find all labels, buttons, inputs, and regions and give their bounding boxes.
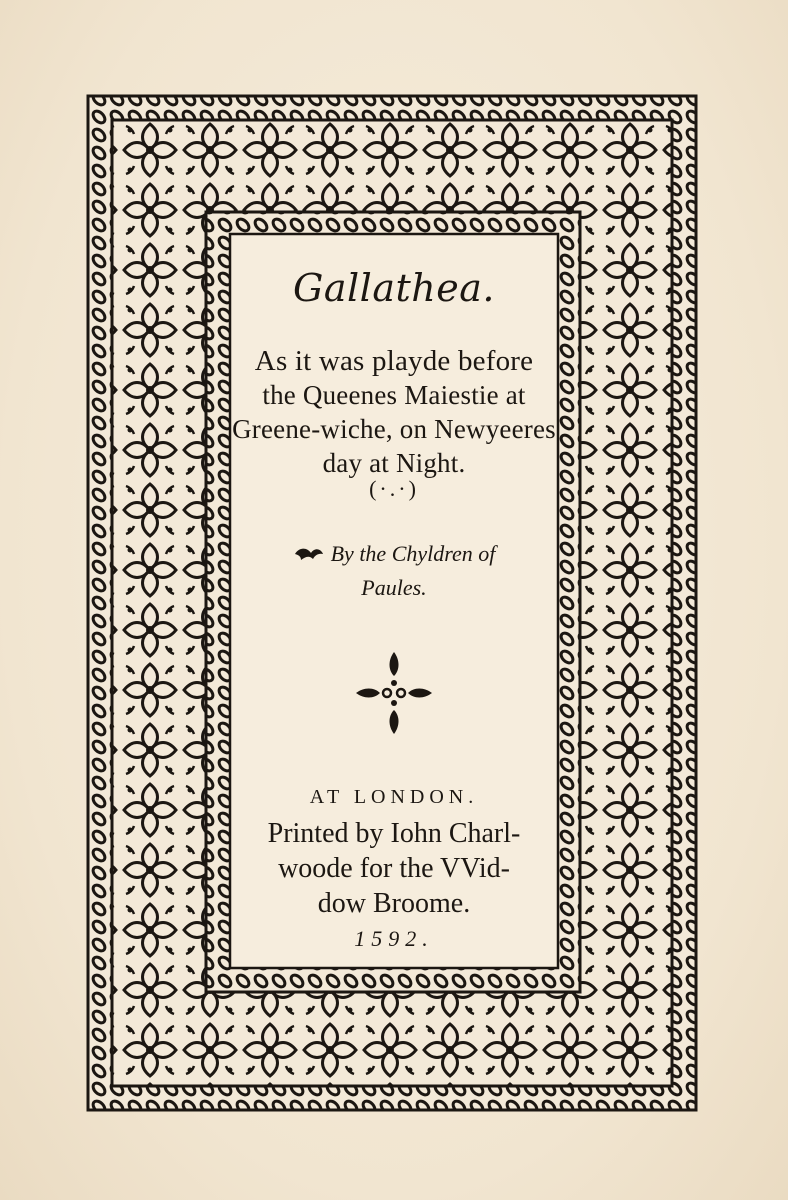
parenthetical-mark: (·.·) bbox=[369, 476, 419, 501]
subtitle-line: the Queenes Maiestie at bbox=[262, 380, 526, 410]
text-panel bbox=[232, 236, 556, 966]
byline-line bbox=[232, 538, 556, 572]
fleuron-icon bbox=[293, 540, 325, 572]
byline bbox=[232, 538, 556, 604]
cross-ornament-icon bbox=[354, 648, 434, 742]
printer-statement bbox=[232, 816, 556, 921]
page-title: Gallathea. bbox=[293, 266, 495, 310]
byline-text: By the Chyldren of bbox=[330, 541, 496, 566]
publication-year: 1592. bbox=[354, 926, 434, 951]
printer-line: woode for the VVid- bbox=[278, 853, 510, 884]
byline-line: Paules. bbox=[361, 574, 427, 600]
subtitle bbox=[232, 344, 556, 480]
printer-line: Printed by Iohn Charl- bbox=[267, 818, 521, 849]
imprint-place: AT LONDON. bbox=[309, 786, 479, 808]
printer-line: dow Broome. bbox=[317, 888, 471, 919]
subtitle-line: As it was playde before bbox=[254, 345, 534, 377]
subtitle-line: day at Night. bbox=[322, 448, 466, 478]
subtitle-line: Greene-wiche, on Newyeeres bbox=[232, 414, 556, 444]
